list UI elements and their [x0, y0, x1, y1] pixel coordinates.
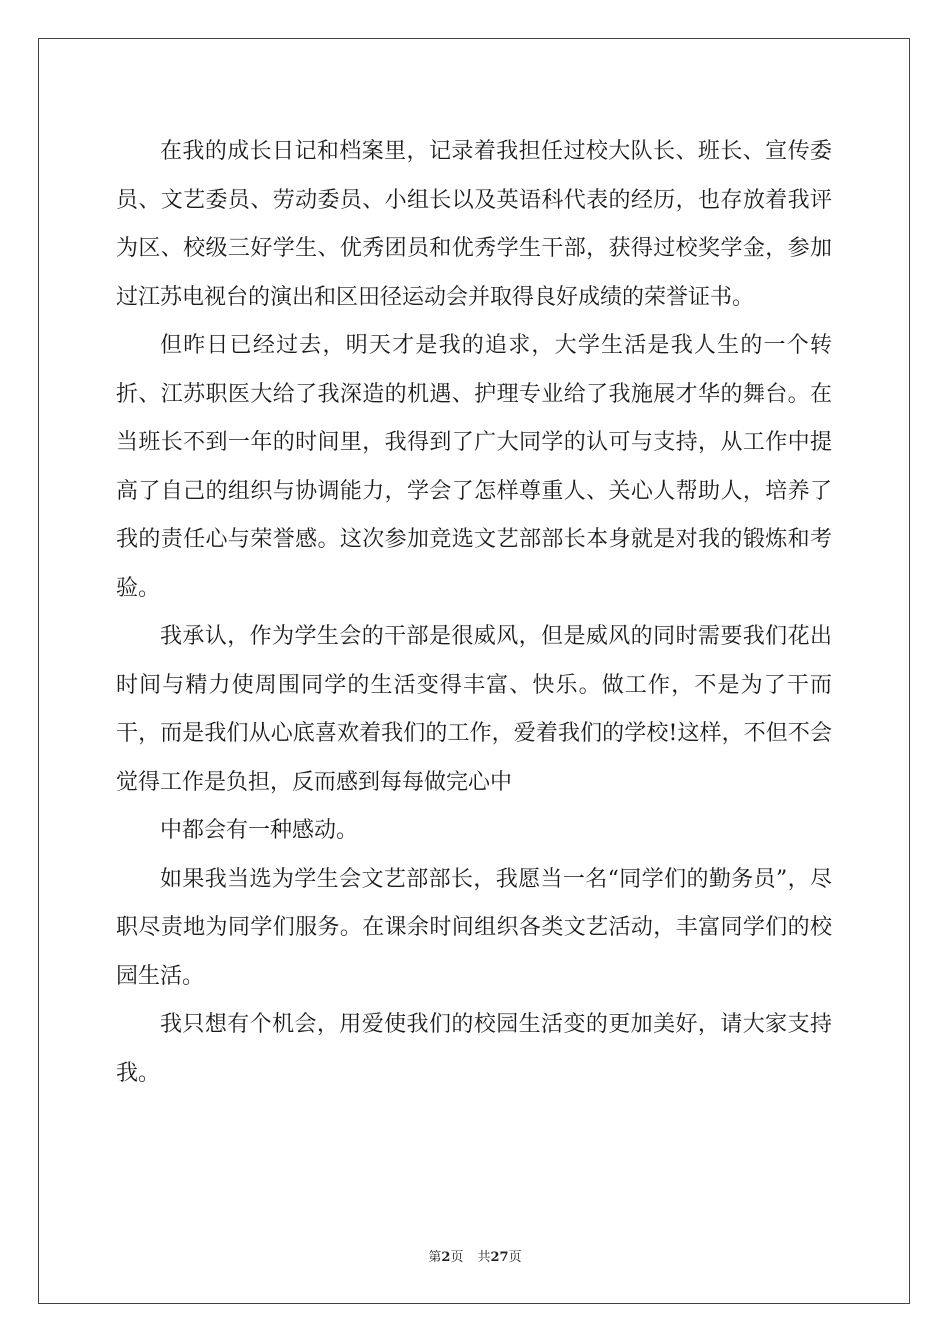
- paragraph-4: 中都会有一种感动。: [160, 818, 359, 843]
- total-prefix: 共: [477, 1250, 491, 1265]
- page-footer: [0, 1246, 950, 1265]
- total-pages: 27: [490, 1250, 509, 1265]
- paragraph-5: 如果我当选为学生会文艺部部长，我愿当一名“同学们的勤务员”，尽职尽责地为同学们服务。在课余时间组织各类文艺活动，丰富同学们的校园生活。: [116, 866, 832, 989]
- paragraph-6: 我只想有个机会，用爱使我们的校园生活变的更加美好，请大家支持我。: [116, 1012, 832, 1086]
- total-suffix: 页: [508, 1250, 522, 1265]
- paragraph-3: 我承认，作为学生会的干部是很威风，但是威风的同时需要我们花出时间与精力使周围同学的生活变得丰富、快乐。做工作，不是为了干而干，而是我们从心底喜欢着我们的工作，爱着我们的学校!这样，不但不会觉得工作是负担，反而感到每每做完心中: [116, 624, 832, 795]
- document-body: [116, 128, 832, 1098]
- paragraph-1: 在我的成长日记和档案里，记录着我担任过校大队长、班长、宣传委员、文艺委员、劳动委员、小组长以及英语科代表的经历，也存放着我评为区、校级三好学生、优秀团员和优秀学生干部，获得过校奖学金，参加过江苏电视台的演出和区田径运动会并取得良好成绩的荣誉证书。: [116, 139, 832, 310]
- page-indicator: [428, 1250, 463, 1265]
- total-pages-indicator: [477, 1250, 521, 1265]
- page-suffix: 页: [450, 1250, 464, 1265]
- page-number: 2: [441, 1250, 451, 1265]
- page-prefix: 第: [428, 1250, 442, 1265]
- paragraph-2: 但昨日已经过去，明天才是我的追求，大学生活是我人生的一个转折、江苏职医大给了我深造的机遇、护理专业给了我施展才华的舞台。在当班长不到一年的时间里，我得到了广大同学的认可与支持，从工作中提高了自己的组织与协调能力，学会了怎样尊重人、关心人帮助人，培养了我的责任心与荣誉感。这次参加竞选文艺部部长本身就是对我的锻炼和考验。: [116, 333, 832, 601]
